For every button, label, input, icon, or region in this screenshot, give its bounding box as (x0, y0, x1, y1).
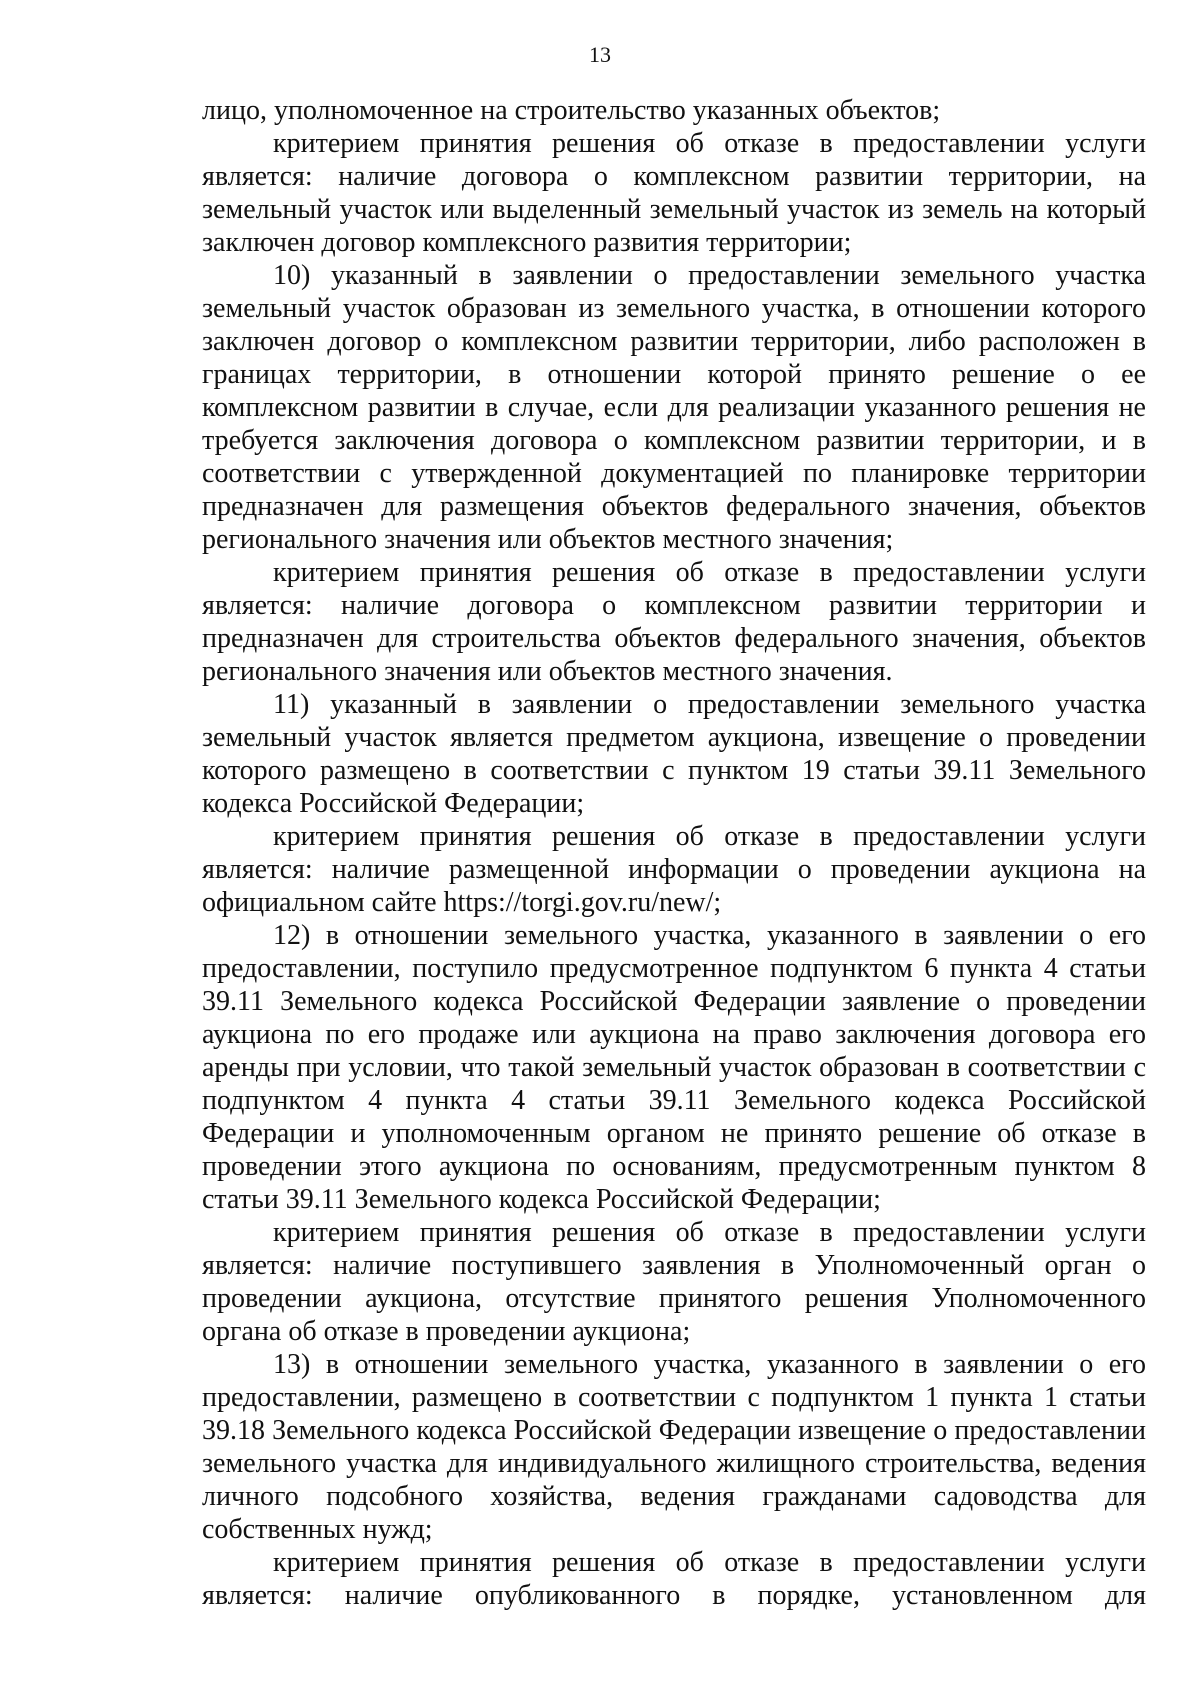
paragraph-9: 13) в отношении земельного участка, указанного в заявлении о его предоставлении, размещено в соответствии с подпунктом 1 пункта 1 статьи 39.18 Земельного кодекса Российской Федерации извещение о предоставлении земельного участка для индивидуального жилищного строительства, ведения личного подсобного хозяйства, ведения гражданами садоводства для собственных нужд; (202, 1349, 1146, 1545)
page-number-container (0, 42, 1200, 68)
paragraph-3: 10) указанный в заявлении о предоставлении земельного участка земельный участок образован из земельного участка, в отношении которого заключен договор о комплексном развитии территории, либо расположен в границах территории, в отношении которой принято решение о ее комплексном развитии в случае, если для реализации указанного решения не требуется заключения договора о комплексном развитии территории, и в соответствии с утвержденной документацией по планировке территории предназначен для размещения объектов федерального значения, объектов регионального значения или объектов местного значения; (202, 260, 1146, 555)
paragraph-10: критерием принятия решения об отказе в предоставлении услуги является: наличие опубликованного в порядке, установленном для (202, 1547, 1146, 1611)
paragraph-4: критерием принятия решения об отказе в предоставлении услуги является: наличие договора о комплексном развитии территории и предназначен для строительства объектов федерального значения, объектов регионального значения или объектов местного значения. (202, 557, 1146, 687)
paragraph-1: лицо, уполномоченное на строительство указанных объектов; (202, 95, 941, 126)
paragraph-8: критерием принятия решения об отказе в предоставлении услуги является: наличие поступившего заявления в Уполномоченный орган о проведении аукциона, отсутствие принятого решения Уполномоченного органа об отказе в проведении аукциона; (202, 1217, 1146, 1347)
page-number: 13 (589, 42, 611, 67)
document-body (202, 94, 1146, 1612)
paragraph-2: критерием принятия решения об отказе в предоставлении услуги является: наличие договора о комплексном развитии территории, на земельный участок или выделенный земельный участок из земель на который заключен договор комплексного развития территории; (202, 128, 1146, 258)
paragraph-6: критерием принятия решения об отказе в предоставлении услуги является: наличие размещенной информации о проведении аукциона на официальном сайте https://torgi.gov.ru/new/; (202, 821, 1146, 918)
paragraph-5: 11) указанный в заявлении о предоставлении земельного участка земельный участок является предметом аукциона, извещение о проведении которого размещено в соответствии с пунктом 19 статьи 39.11 Земельного кодекса Российской Федерации; (202, 689, 1146, 819)
paragraph-7: 12) в отношении земельного участка, указанного в заявлении о его предоставлении, поступило предусмотренное подпунктом 6 пункта 4 статьи 39.11 Земельного кодекса Российской Федерации заявление о проведении аукциона по его продаже или аукциона на право заключения договора его аренды при условии, что такой земельный участок образован в соответствии с подпунктом 4 пункта 4 статьи 39.11 Земельного кодекса Российской Федерации и уполномоченным органом не принято решение об отказе в проведении этого аукциона по основаниям, предусмотренным пунктом 8 статьи 39.11 Земельного кодекса Российской Федерации; (202, 920, 1146, 1215)
